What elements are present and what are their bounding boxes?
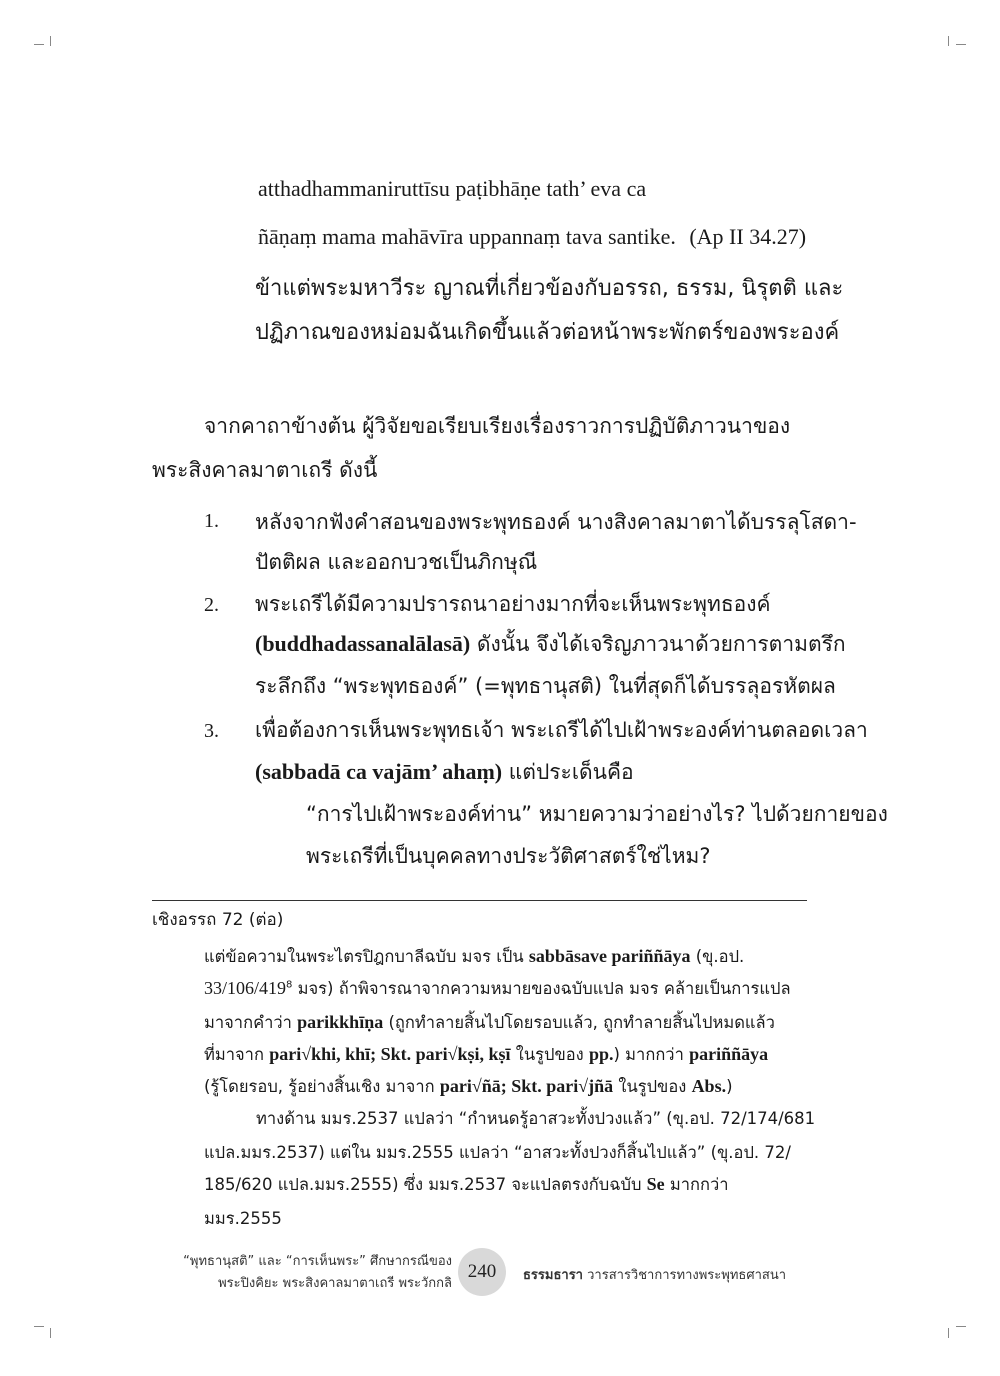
crop-mark bbox=[948, 36, 949, 46]
pali-term: (sabbadā ca vajām’ ahaṃ) bbox=[255, 759, 503, 784]
crop-mark bbox=[34, 1326, 44, 1327]
verse-reference: (Ap II 34.27) bbox=[689, 224, 807, 249]
crop-mark bbox=[948, 1328, 949, 1338]
crop-mark bbox=[50, 1328, 51, 1338]
crop-mark bbox=[956, 1326, 966, 1327]
footnote-line: แปล.มมร.2537) แต่ใน มมร.2555 แปลว่า “อาสวะทั้งปวงก็สิ้นไปแล้ว” (ขุ.อป. 72/ bbox=[204, 1143, 791, 1162]
journal-subtitle: วารสารวิชาการทางพระพุทธศาสนา bbox=[583, 1268, 787, 1283]
running-title-line-2: พระปิงคิยะ พระสิงคาลมาตาเถรี พระวักกลิ bbox=[218, 1276, 452, 1291]
verse-translation-line-2: ปฏิภาณของหม่อมฉันเกิดขึ้นแล้วต่อหน้าพระพักตร์ของพระองค์ bbox=[255, 320, 840, 345]
item-number: 1. bbox=[204, 510, 219, 532]
superscript: 8 bbox=[286, 979, 293, 991]
footnote-line bbox=[204, 1010, 775, 1036]
pali-term: Abs. bbox=[691, 1076, 727, 1096]
verse-line-2-text: ñāṇaṃ mama mahāvīra uppannaṃ tava santike. bbox=[258, 224, 676, 249]
item-3-line-2 bbox=[255, 756, 634, 789]
item-number: 2. bbox=[204, 594, 219, 616]
verse-line-2 bbox=[258, 224, 818, 250]
intro-line-1: จากคาถาข้างต้น ผู้วิจัยขอเรียบเรียงเรื่องราวการปฏิบัติภาวนาของ bbox=[204, 414, 791, 438]
item-3-quote-line-2: พระเถรีที่เป็นบุคคลทางประวัติศาสตร์ใช่ไหม? bbox=[306, 844, 711, 868]
fn-text: มจร) ถ้าพิจารณาจากความหมายของฉบับแปล มจร คล้ายเป็นการแปล bbox=[292, 979, 791, 998]
item-3-quote-line-1: “การไปเฝ้าพระองค์ท่าน” หมายความว่าอย่างไร? ไปด้วยกายของ bbox=[306, 802, 888, 826]
footnote-divider bbox=[152, 900, 807, 901]
item-2-line-1: พระเถรีได้มีความปรารถนาอย่างมากที่จะเห็นพระพุทธองค์ bbox=[255, 592, 771, 616]
footnote-line bbox=[204, 976, 791, 1002]
fn-text: แต่ข้อความในพระไตรปิฎกบาลีฉบับ มจร เป็น bbox=[204, 947, 529, 966]
journal-name: ธรรมธารา bbox=[523, 1268, 583, 1283]
crop-mark bbox=[50, 36, 51, 46]
item-3-line-1: เพื่อต้องการเห็นพระพุทธเจ้า พระเถรีได้ไปเฝ้าพระองค์ท่านตลอดเวลา bbox=[255, 718, 868, 742]
pali-term: pp. bbox=[588, 1044, 614, 1064]
fn-text: ในรูปของ bbox=[613, 1077, 692, 1096]
footnote-line: มมร.2555 bbox=[204, 1209, 282, 1228]
fn-text: ที่มาจาก bbox=[204, 1045, 270, 1064]
crop-mark bbox=[34, 44, 44, 45]
pali-term: parikkhīṇa bbox=[297, 1012, 384, 1032]
footnote-heading: เชิงอรรถ 72 (ต่อ) bbox=[152, 910, 284, 930]
fn-text: (ขุ.อป. bbox=[690, 947, 745, 966]
footnote-line bbox=[204, 1172, 729, 1198]
verse-line-1: atthadhammaniruttīsu paṭibhāṇe tath’ eva ca bbox=[258, 176, 647, 201]
pali-term: pariññāya bbox=[689, 1044, 769, 1064]
fn-text: มากกว่า bbox=[664, 1175, 729, 1194]
footnote-line bbox=[204, 1074, 733, 1100]
footnote-line bbox=[204, 1042, 768, 1068]
item-number: 3. bbox=[204, 720, 219, 742]
pali-term: Se bbox=[646, 1174, 665, 1194]
fn-text: 185/620 แปล.มมร.2555) ซึ่ง มมร.2537 จะแปลตรงกับฉบับ bbox=[204, 1175, 647, 1194]
pali-term: pari√ñā; Skt. pari√jñā bbox=[439, 1076, 614, 1096]
item-1-line-2: ปัตติผล และออกบวชเป็นภิกษุณี bbox=[255, 550, 538, 574]
pali-term: (buddhadassanalālasā) bbox=[255, 631, 471, 656]
verse-translation-line-1: ข้าแต่พระมหาวีระ ญาณที่เกี่ยวข้องกับอรรถ, ธรรม, นิรุตติ และ bbox=[255, 276, 844, 301]
pali-term: sabbāsave pariññāya bbox=[528, 946, 691, 966]
fn-text: มาจากคำว่า bbox=[204, 1013, 298, 1032]
item-2-line-2 bbox=[255, 628, 846, 661]
footnote-line bbox=[204, 944, 744, 970]
pali-term: pari√khi, khī; Skt. pari√kṣi, kṣī bbox=[269, 1044, 511, 1064]
page-number: 240 bbox=[458, 1248, 506, 1296]
fn-text: ในรูปของ bbox=[510, 1045, 589, 1064]
running-title-line-1: “พุทธานุสติ” และ “การเห็นพระ” ศึกษากรณีของ bbox=[183, 1254, 452, 1269]
crop-mark bbox=[956, 44, 966, 45]
fn-text: (ถูกทำลายสิ้นไปโดยรอบแล้ว, ถูกทำลายสิ้นไปหมดแล้ว bbox=[383, 1013, 775, 1032]
fn-text: 33/106/419 bbox=[204, 978, 287, 998]
fn-text: ) bbox=[726, 1077, 733, 1096]
intro-line-2: พระสิงคาลมาตาเถรี ดังนี้ bbox=[152, 458, 378, 482]
item-2-line-3: ระลึกถึง “พระพุทธองค์” (=พุทธานุสติ) ในที่สุดก็ได้บรรลุอรหัตผล bbox=[255, 674, 836, 698]
footnote-line: ทางด้าน มมร.2537 แปลว่า “กำหนดรู้อาสวะทั้งปวงแล้ว” (ขุ.อป. 72/174/681 bbox=[256, 1109, 816, 1128]
fn-text: (รู้โดยรอบ, รู้อย่างสิ้นเชิง มาจาก bbox=[204, 1077, 440, 1096]
item-3-line-2-text: แต่ประเด็นคือ bbox=[502, 760, 634, 784]
item-1-line-1: หลังจากฟังคำสอนของพระพุทธองค์ นางสิงคาลมาตาได้บรรลุโสดา- bbox=[255, 510, 857, 534]
fn-text: ) มากกว่า bbox=[613, 1045, 690, 1064]
item-2-line-2-text: ดังนั้น จึงได้เจริญภาวนาด้วยการตามตรึก bbox=[470, 632, 846, 656]
journal-title bbox=[523, 1264, 786, 1285]
